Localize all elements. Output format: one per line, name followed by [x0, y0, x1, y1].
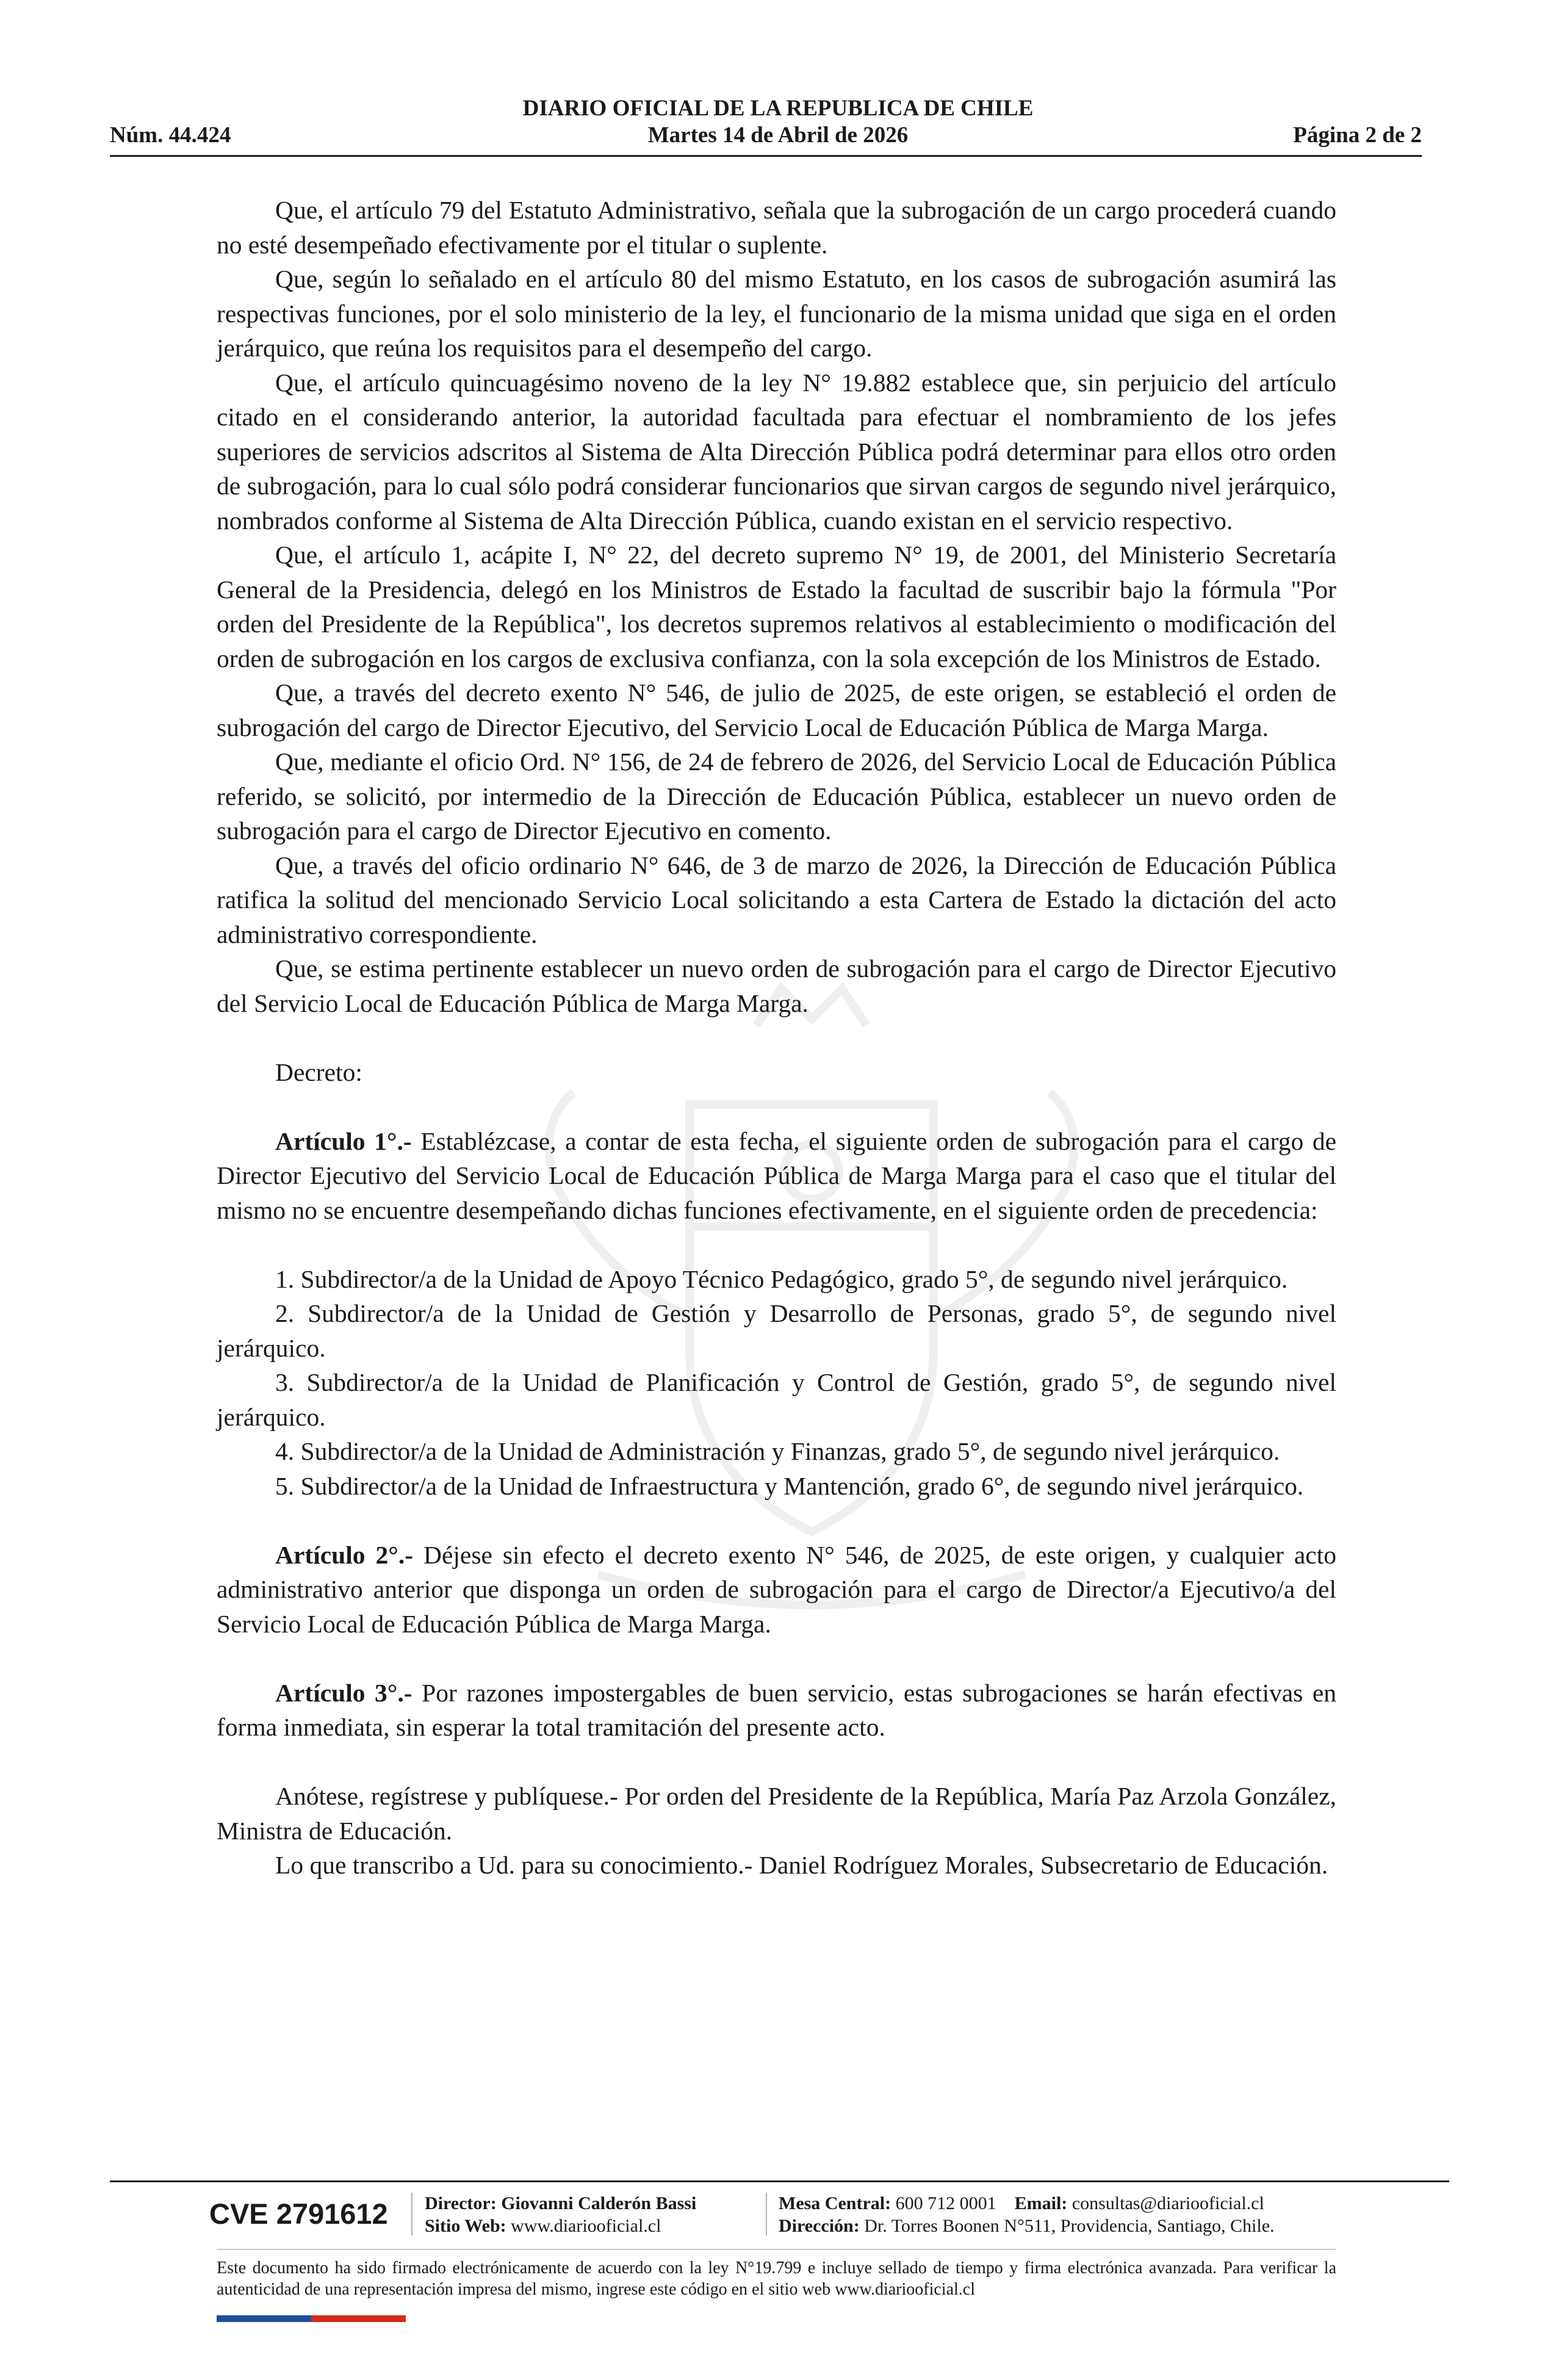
article-1-text: Establézcase, a contar de esta fecha, el siguiente orden de subrogación para el cargo de Director Ejecutivo del Servicio Local de Educación Pública de Marga Marga para el caso que el titular del mismo no se encuentre desempeñando dichas funciones efectivamente, en el siguiente orden de precedencia: — [217, 1127, 1337, 1224]
considerando-paragraph: Que, mediante el oficio Ord. N° 156, de 24 de febrero de 2026, del Servicio Local de Educación Pública referido, se solicitó, por intermedio de la Dirección de Educación Pública, establecer un nuevo orden de subrogación para el cargo de Director Ejecutivo en comento. — [217, 748, 1336, 845]
closing-formula: Anótese, regístrese y publíquese.- Por orden del Presidente de la República, María Paz Arzola González, Ministra de Educación. — [217, 1782, 1336, 1845]
flag-blue-segment — [217, 2315, 311, 2322]
article-3-title: Artículo 3°.- — [275, 1678, 412, 1707]
precedence-item: 1. Subdirector/a de la Unidad de Apoyo Técnico Pedagógico, grado 5°, de segundo nivel jerárquico. — [275, 1264, 1288, 1293]
footer-separator — [766, 2193, 767, 2235]
website-label: Sitio Web: — [425, 2216, 506, 2236]
considerando-paragraph: Que, a través del decreto exento N° 546, de julio de 2025, de este origen, se estableció el orden de subrogación del cargo de Director Ejecutivo, del Servicio Local de Educación Pública de Marga Marga. — [217, 679, 1336, 741]
newspaper-title: DIARIO OFICIAL DE LA REPUBLICA DE CHILE — [522, 96, 1034, 121]
article-3-text: Por razones impostergables de buen servicio, estas subrogaciones se harán efectivas en forma inmediata, sin esperar la total tramitación del presente acto. — [217, 1678, 1336, 1741]
footer-divider — [110, 2180, 1449, 2182]
page-indicator: Página 2 de 2 — [1293, 123, 1422, 148]
footer-contact-right — [779, 2192, 1275, 2237]
article-2-title: Artículo 2°.- — [275, 1540, 414, 1569]
cve-code: CVE 2791612 — [209, 2198, 388, 2230]
email-link[interactable]: consultas@diariooficial.cl — [1072, 2193, 1264, 2213]
phone-number: 600 712 0001 — [895, 2193, 996, 2213]
director-name: Giovanni Calderón Bassi — [501, 2193, 697, 2213]
article-3 — [217, 1676, 1336, 1745]
director-label: Director: — [425, 2193, 497, 2213]
considerando-paragraph: Que, según lo señalado en el artículo 80 del mismo Estatuto, en los casos de subrogación asumirá las respectivas funciones, por el solo ministerio de la ley, el funcionario de la misma unidad que siga en el orden jerárquico, que reúna los requisitos para el desempeño del cargo. — [217, 265, 1336, 362]
electronic-signature-note: Este documento ha sido firmado electrónicamente de acuerdo con la ley N°19.799 e incluye sellado de tiempo y firma electrónica avanzada. Para verificar la autenticidad de una representación impresa del mismo, ingrese este código en el sitio web www.diariooficial.cl — [217, 2259, 1336, 2299]
considerando-paragraph: Que, se estima pertinente establecer un nuevo orden de subrogación para el cargo de Director Ejecutivo del Servicio Local de Educación Pública de Marga Marga. — [217, 954, 1336, 1017]
phone-label: Mesa Central: — [779, 2193, 891, 2213]
email-label: Email: — [1014, 2193, 1068, 2213]
footer-contact-left — [425, 2192, 696, 2237]
precedence-item: 4. Subdirector/a de la Unidad de Administración y Finanzas, grado 5°, de segundo nivel jerárquico. — [275, 1437, 1280, 1465]
considerando-paragraph: Que, el artículo 1, acápite I, N° 22, del decreto supremo N° 19, de 2001, del Ministerio Secretaría General de la Presidencia, delegó en los Ministros de Estado la facultad de suscribir bajo la fórmula "Por orden del Presidente de la República", los decretos supremos relativos al establecimiento o modificación del orden de subrogación en los cargos de exclusiva confianza, con la sola excepción de los Ministros de Estado. — [217, 541, 1336, 673]
article-1 — [217, 1124, 1336, 1228]
issue-number: Núm. 44.424 — [110, 123, 231, 148]
address-label: Dirección: — [779, 2216, 860, 2236]
website-link[interactable]: www.diariooficial.cl — [511, 2216, 661, 2236]
transcription-note: Lo que transcribo a Ud. para su conocimiento.- Daniel Rodríguez Morales, Subsecretario de Educación. — [275, 1851, 1328, 1879]
precedence-item: 5. Subdirector/a de la Unidad de Infraestructura y Mantención, grado 6°, de segundo nivel jerárquico. — [275, 1471, 1304, 1500]
footer-inner-divider — [217, 2249, 1336, 2250]
decreto-label: Decreto: — [275, 1058, 362, 1086]
article-2-text: Déjese sin efecto el decreto exento N° 546, de 2025, de este origen, y cualquier acto administrativo anterior que disponga un orden de subrogación para el cargo de Director/a Ejecutivo/a del Servicio Local de Educación Pública de Marga Marga. — [217, 1540, 1336, 1638]
considerando-paragraph: Que, el artículo quincuagésimo noveno de la ley N° 19.882 establece que, sin perjuicio del artículo citado en el considerando anterior, la autoridad facultada para efectuar el nombramiento de los jefes superiores de servicios adscritos al Sistema de Alta Dirección Pública podrá determinar para ellos otro orden de subrogación, para lo cual sólo podrá considerar funcionarios que sirvan cargos de segundo nivel jerárquico, nombrados conforme al Sistema de Alta Dirección Pública, cuando existan en el servicio respectivo. — [217, 368, 1336, 535]
flag-red-segment — [311, 2315, 406, 2322]
article-2 — [217, 1538, 1336, 1642]
issue-date: Martes 14 de Abril de 2026 — [647, 123, 909, 148]
precedence-item: 3. Subdirector/a de la Unidad de Planificación y Control de Gestión, grado 5°, de segundo nivel jerárquico. — [217, 1368, 1336, 1431]
address-value: Dr. Torres Boonen N°511, Providencia, Santiago, Chile. — [864, 2216, 1275, 2236]
considerando-paragraph: Que, el artículo 79 del Estatuto Administrativo, señala que la subrogación de un cargo procederá cuando no esté desempeñado efectivamente por el titular o suplente. — [217, 196, 1336, 259]
flag-color-bar — [217, 2315, 406, 2322]
precedence-item: 2. Subdirector/a de la Unidad de Gestión y Desarrollo de Personas, grado 5°, de segundo nivel jerárquico. — [217, 1299, 1336, 1362]
considerando-paragraph: Que, a través del oficio ordinario N° 646, de 3 de marzo de 2026, la Dirección de Educación Pública ratifica la solitud del mencionado Servicio Local solicitando a esta Cartera de Estado la dictación del acto administrativo correspondiente. — [217, 851, 1336, 948]
article-1-title: Artículo 1°.- — [275, 1127, 412, 1155]
decree-body — [217, 193, 1336, 1883]
footer-separator — [411, 2193, 412, 2235]
header-divider — [110, 155, 1422, 157]
